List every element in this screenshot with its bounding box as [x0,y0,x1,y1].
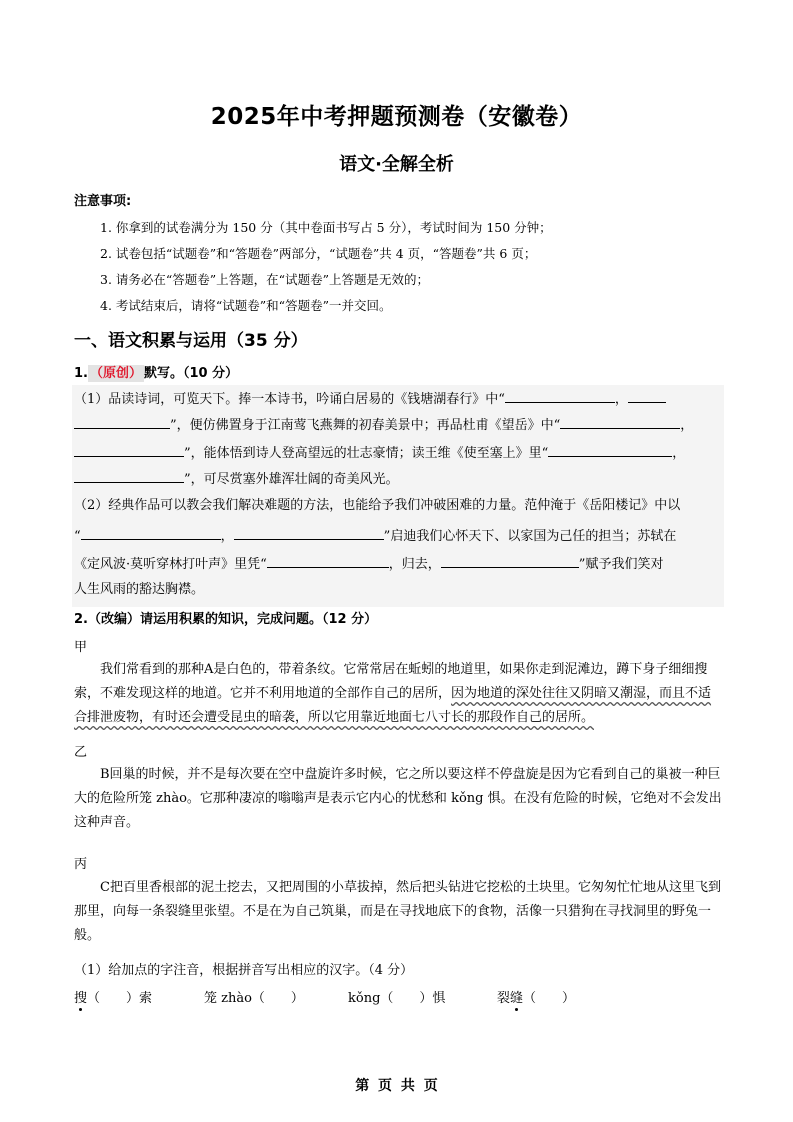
q2-sub1-item2: 笼 zhào（ ） [204,991,304,1006]
comma: ， [220,529,234,544]
page-footer: 第 页 共 页 [355,1078,438,1094]
line-text: ”，便仿佛置身于江南莺飞燕舞的初春美景中；再品杜甫《望岳》中“ [170,418,561,433]
answer-blank[interactable] [505,388,615,403]
item-text: 惧 [432,991,446,1006]
passage-yi: B回巢的时候，并不是每次要在空中盘旋许多时候，它之所以要这样不停盘旋是因为它看到自己的巢被一种巨大的危险所笼 zhào。它那种凄凉的嗡嗡声是表示它内心的忧愁和 kǒng 惧。在没有危险的时候，它绝对不会发出这种声音。 [74,767,722,830]
q1-part1-line1 [74,388,666,409]
q1-part1-line4 [74,468,399,489]
notice-heading: 注意事项: [74,194,132,209]
passage-label: 丙 [74,857,88,872]
line-text: （1）品读诗词，可览天下。捧一本诗书，吟诵白居易的《钱塘湖春行》中“ [74,392,505,407]
dotted-char: 搜 [74,991,88,1006]
notice-item: 1. 你拿到的试卷满分为 150 分（其中卷面书写占 5 分），考试时间为 150 分钟； [100,220,552,235]
q1-part2-line1: （2）经典作品可以教会我们解决难题的方法，也能给予我们冲破困难的力量。范仲淹于《岳阳楼记》中以 [74,498,681,513]
item-text: （ ）索 [87,991,153,1006]
passage-jia [74,658,724,730]
q2-sub1-item3 [348,990,445,1008]
answer-blank[interactable] [81,525,221,540]
line-text: 《定风波·莫听穿林打叶声》里凭“ [74,557,267,572]
section-heading: 一、语文积累与运用（35 分） [74,331,308,351]
line-text: ”启迪我们心怀天下、以家国为己任的担当；苏轼在 [383,529,677,544]
comma: ， [672,446,686,461]
answer-blank[interactable] [234,525,384,540]
item-text: kǒng（ ） [348,991,433,1006]
q1-part2-line4: 人生风雨的豁达胸襟。 [74,582,205,597]
original-tag: （原创） [89,366,142,381]
line-text: ”赋予我们笑对 [578,557,664,572]
answer-blank[interactable] [74,414,170,429]
passage-bing: C把百里香根部的泥土挖去，又把周围的小草拔掉，然后把头钻进它挖松的土块里。它匆匆忙忙地从这里飞到那里，向每一条裂缝里张望。不是在为自己筑巢，而是在寻找地底下的食物，活像一只猎狗在寻找洞里的野兔一般。 [74,880,721,943]
notice-item: 4. 考试结束后，请将“试题卷”和“答题卷”一并交回。 [100,298,392,313]
wavy-underlined-text: 因为地道的深处往往又阴暗又潮湿，而且不适合排泄废物，有时还会遭受昆虫的暗袭，所以它用靠近地面七八寸长的那段作自己的居所。 [74,686,712,725]
quote-open: “ [74,529,81,544]
question-2-heading: 2.（改编）请运用积累的知识，完成问题。（12 分） [74,612,378,627]
answer-blank[interactable] [560,414,680,429]
line-text: ”，能体悟到诗人登高望远的壮志豪情；读王维《使至塞上》里“ [184,446,549,461]
notice-item: 3. 请务必在“答题卷”上答题，在“试题卷”上答题是无效的； [100,272,429,287]
line-text: ”，可尽赏塞外雄浑壮阔的奇美风光。 [184,472,399,487]
comma: ， [680,418,694,433]
question-1-heading [74,362,238,381]
answer-blank[interactable] [74,442,184,457]
item-text: 裂 [497,991,511,1006]
notice-item: 2. 试卷包括“试题卷”和“答题卷”两部分，“试题卷”共 4 页，“答题卷”共 6 页； [100,246,537,261]
passage-label: 甲 [74,640,88,655]
dotted-char: 缝 [510,991,524,1006]
question-number: 1. [74,366,88,381]
q2-sub1-question: （1）给加点的字注音，根据拼音写出相应的汉字。（4 分） [74,963,414,978]
q1-part1-line3 [74,442,685,463]
comma: ， [614,392,628,407]
q1-part1-line2 [74,414,693,435]
passage-text: 我们常看到的那种A是白色的，带着条纹。它常常居在蚯蚓的地道里，如果你走到泥滩边，蹲下身子细细搜索，不难发现这样的地道。它并不利用地道的全部作自己的居所， [74,662,708,701]
answer-blank[interactable] [74,468,184,483]
answer-blank[interactable] [267,553,389,568]
page-title: 2025年中考押题预测卷（安徽卷） [210,104,583,130]
q2-sub1-items [74,990,152,1008]
passage-label: 乙 [74,745,88,760]
page-subtitle: 语文·全解全析 [339,154,454,175]
q2-sub1-item4 [497,990,575,1008]
question-title: 默写。（10 分） [144,366,239,381]
answer-blank[interactable] [441,553,579,568]
q1-part2-line2 [74,525,676,546]
line-text: ，归去， [388,557,441,572]
item-text: （ ） [523,991,576,1006]
q1-part2-line3 [74,553,663,574]
answer-blank[interactable] [628,388,666,403]
answer-blank[interactable] [548,442,672,457]
